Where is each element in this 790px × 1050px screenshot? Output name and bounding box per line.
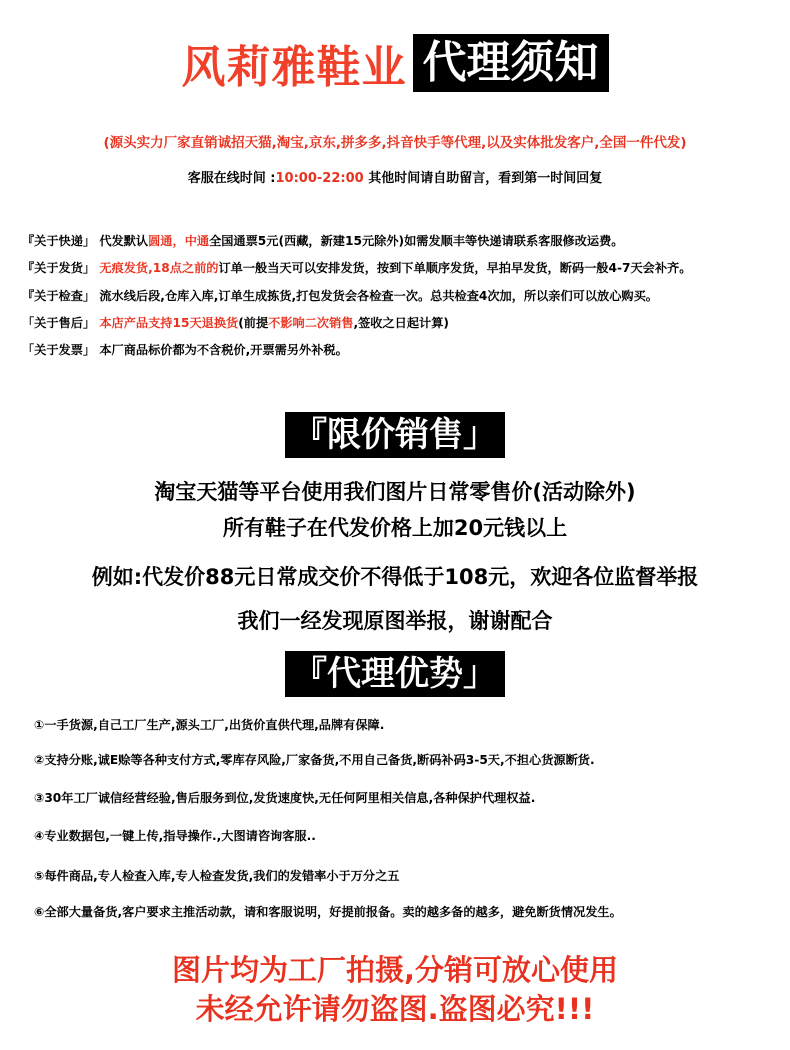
- brand-name: 风莉雅鞋业: [181, 42, 407, 93]
- advantage-item: ④专业数据包,一键上传,指导操作.,大图请咨询客服..: [34, 829, 316, 843]
- note-text: ，: [172, 234, 185, 248]
- advantage-item: ⑤每件商品,专人检查入库,专人检查发货,我们的发错率小于万分之五: [34, 869, 400, 883]
- price-line-4: 我们一经发现原图举报，谢谢配合: [237, 609, 553, 633]
- note-express: [22, 232, 623, 249]
- footer-line-1: 图片均为工厂拍摄,分销可放心使用: [171, 953, 619, 987]
- note-highlight: 不影响二次销售: [268, 316, 354, 330]
- advantage-section-title: 『代理优势」: [285, 651, 505, 697]
- note-shipping: [22, 259, 691, 276]
- advantage-item: ①一手货源,自己工厂生产,源头工厂,出货价直供代理,品牌有保障.: [34, 718, 385, 732]
- advantage-item: ③30年工厂诚信经营经验,售后服务到位,发货速度快,无任何阿里相关信息,各种保护代理权益.: [34, 791, 536, 805]
- footer-line-2: 未经允许请勿盗图.盗图必究!!!: [195, 992, 595, 1026]
- advantage-item: ⑥全部大量备货,客户要求主推活动款，请和客服说明，好提前报备。卖的越多备的越多，避免断货情况发生。: [34, 905, 622, 919]
- note-highlight: 中通: [184, 234, 210, 248]
- note-text: (前提: [238, 316, 269, 330]
- note-tag: 『关于检查」: [22, 289, 96, 303]
- note-text: 全国通票5元(西藏，新建15元除外)如需发顺丰等快递请联系客服修改运费。: [209, 234, 624, 248]
- note-aftersale: [22, 314, 449, 331]
- price-line-2: 所有鞋子在代发价格上加20元钱以上: [222, 516, 568, 540]
- price-section-title-wrap: [0, 412, 790, 458]
- hours-suffix: 其他时间请自助留言，看到第一时间回复: [363, 171, 603, 186]
- note-tag: 「关于发票」: [22, 343, 96, 357]
- price-section-title: 『限价销售」: [285, 412, 505, 458]
- note-text: 订单一般当天可以安排发货，按到下单顺序发货，早拍早发货，断码一般4-7天会补齐。: [218, 261, 692, 275]
- note-highlight: 圆通: [148, 234, 173, 248]
- note-inspection: [22, 287, 658, 304]
- note-text: 代发默认: [99, 234, 149, 248]
- note-highlight: 本店产品支持15天退换货: [99, 316, 239, 330]
- note-highlight: 无痕发货,18点之前的: [99, 261, 219, 275]
- hours-value: 10:00-22:00: [275, 171, 364, 186]
- note-tag: 「关于售后」: [22, 316, 96, 330]
- service-hours: [0, 167, 790, 186]
- price-line-3: 例如:代发价88元日常成交价不得低于108元，欢迎各位监督举报: [91, 565, 699, 589]
- note-text: 本厂商品标价都为不含税价,开票需另外补税。: [99, 343, 348, 357]
- note-tag: 『关于快递」: [22, 234, 96, 248]
- advantage-section-title-wrap: [0, 651, 790, 697]
- price-line-1: 淘宝天猫等平台使用我们图片日常零售价(活动除外): [154, 480, 636, 504]
- hours-prefix: 客服在线时间 :: [187, 171, 276, 186]
- header: [0, 32, 790, 94]
- note-tag: 『关于发货」: [22, 261, 96, 275]
- note-invoice: [22, 341, 348, 358]
- advantage-item: ②支持分账,诚E赊等各种支付方式,零库存风险,厂家备货,不用自己备货,断码补码3-5天,不担心货源断货.: [34, 753, 595, 767]
- note-text: 流水线后段,仓库入库,订单生成拣货,打包发货会各检查一次。总共检查4次加，所以亲们可以放心购买。: [99, 289, 658, 303]
- page-title: 代理须知: [413, 34, 609, 92]
- subtitle: (源头实力厂家直销诚招天猫,淘宝,京东,拼多多,抖音快手等代理,以及实体批发客户,全国一件代发): [103, 135, 687, 151]
- note-text: ,签收之日起计算): [353, 316, 449, 330]
